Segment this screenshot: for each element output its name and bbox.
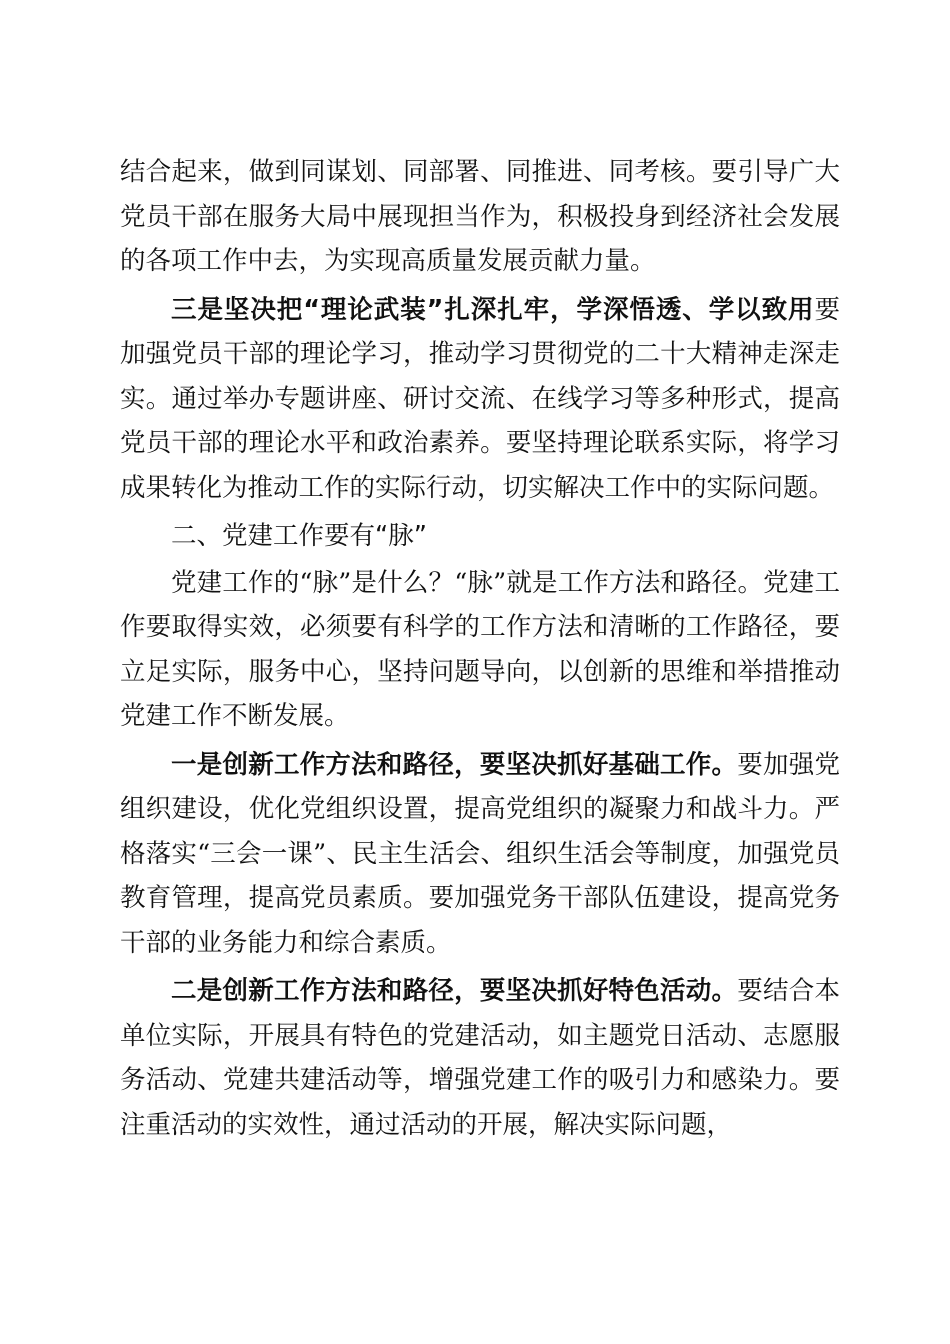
- paragraph-pulse-intro: [120, 561, 840, 739]
- bold-lead-sentence: 一是创新工作方法和路径，要坚决抓好基础工作。: [171, 749, 738, 780]
- bold-lead-sentence: 二是创新工作方法和路径，要坚决抓好特色活动。: [171, 976, 738, 1006]
- paragraph-text: 党建工作的“脉”是什么？“脉”就是工作方法和路径。党建工作要取得实效，必须要有科学的工作方法和清晰的工作路径，要立足实际，服务中心，坚持问题导向，以创新的思维和举措推动党建工作不断发展。: [120, 567, 840, 731]
- section-heading: [120, 514, 840, 559]
- paragraph-text: 结合起来，做到同谋划、同部署、同推进、同考核。要引导广大党员干部在服务大局中展现担当作为，积极投身到经济社会发展的各项工作中去，为实现高质量发展贡献力量。: [120, 157, 840, 276]
- bold-lead-sentence: 三是坚决把“理论武装”扎深扎牢，学深悟透、学以致用: [171, 294, 815, 325]
- paragraph-special-activities: [120, 969, 840, 1147]
- section-heading-text: 二、党建工作要有“脉”: [171, 521, 427, 551]
- paragraph-text: 要加强党组织建设，优化党组织设置，提高党组织的凝聚力和战斗力。严格落实“三会一课”、民主生活会、组织生活会等制度，加强党员教育管理，提高党员素质。要加强党务干部队伍建设，提高党务干部的业务能力和综合素质。: [120, 749, 840, 958]
- paragraph-text: 要结合本单位实际，开展具有特色的党建活动，如主题党日活动、志愿服务活动、党建共建活动等，增强党建工作的吸引力和感染力。要注重活动的实效性，通过活动的开展，解决实际问题，: [120, 976, 840, 1140]
- paragraph-text: 要加强党员干部的理论学习，推动学习贯彻党的二十大精神走深走实。通过举办专题讲座、研讨交流、在线学习等多种形式，提高党员干部的理论水平和政治素养。要坚持理论联系实际，将学习成果转化为推动工作的实际行动，切实解决工作中的实际问题。: [120, 294, 840, 503]
- document-body: [120, 150, 840, 1147]
- paragraph-theory-arming: [120, 288, 840, 511]
- paragraph-basic-work: [120, 743, 840, 966]
- paragraph-continuation: [120, 150, 840, 284]
